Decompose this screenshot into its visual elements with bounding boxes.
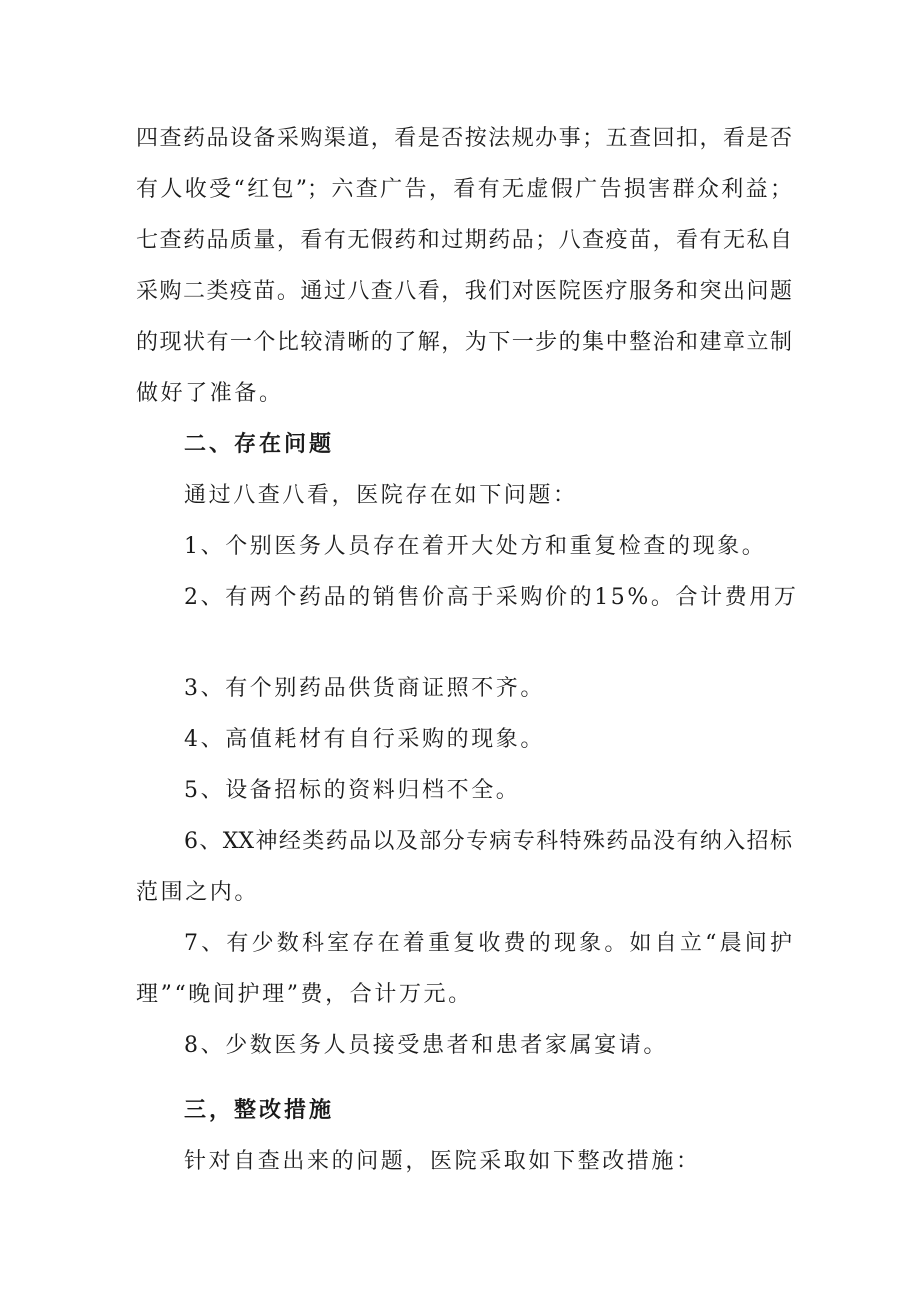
paragraph-line: 的现状有一个比较清晰的了解，为下一步的集中整治和建章立制 (136, 330, 792, 355)
section-heading: 三，整改措施 (184, 1098, 335, 1123)
paragraph-line: 七查药品质量，看有无假药和过期药品；八查疫苗，看有无私自 (136, 228, 792, 253)
list-item: 3、有个别药品供货商证照不齐。 (184, 676, 545, 701)
paragraph-line: 四查药品设备采购渠道，看是否按法规办事；五查回扣，看是否 (136, 126, 792, 151)
list-item: 8、少数医务人员接受患者和患者家属宴请。 (184, 1033, 668, 1058)
list-item: 1、个别医务人员存在着开大处方和重复检查的现象。 (184, 534, 767, 559)
paragraph-line: 做好了准备。 (136, 381, 284, 406)
list-item: 5、设备招标的资料归档不全。 (184, 778, 521, 803)
paragraph-line: 采购二类疫苗。通过八查八看，我们对医院医疗服务和突出问题 (136, 279, 792, 304)
list-item: 4、高值耗材有自行采购的现象。 (184, 727, 545, 752)
section-intro: 通过八查八看，医院存在如下问题： (184, 483, 578, 508)
list-item: 6、XX神经类药品以及部分专病专科特殊药品没有纳入招标 (184, 829, 792, 854)
list-item-continuation: 范围之内。 (136, 880, 260, 905)
section-intro: 针对自查出来的问题，医院采取如下整改措施： (184, 1149, 701, 1174)
list-item: 2、有两个药品的销售价高于采购价的15%。合计费用万 (184, 585, 799, 610)
paragraph-line: 有人收受“红包”；六查广告，看有无虚假广告损害群众利益； (136, 177, 792, 202)
list-item: 7、有少数科室存在着重复收费的现象。如自立“晨间护 (184, 931, 792, 956)
section-heading: 二、存在问题 (184, 432, 335, 457)
list-item-continuation: 理”“晚间护理”费，合计万元。 (136, 982, 473, 1007)
